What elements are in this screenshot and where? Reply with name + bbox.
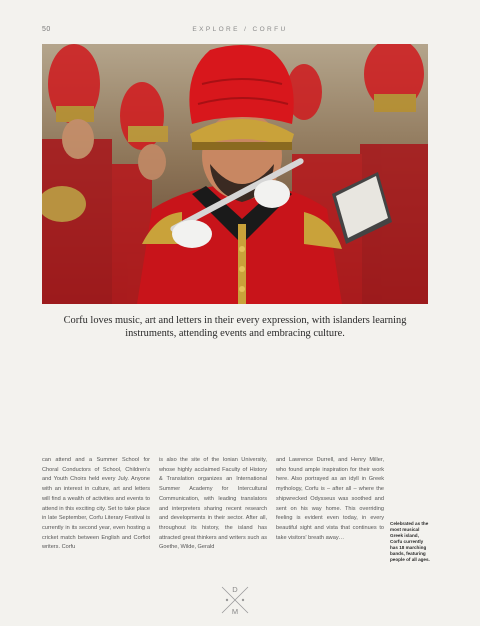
- compass-logo-icon: [218, 583, 252, 617]
- body-column-1: can attend and a Summer School for Choral Conductors of School, Children's and Youth Choirs held every July. Anyone with an interest in culture, art and letters will find a wealth of activities and events to attend in this exciting city. Set to take place in late September, Corfu Literary Festival is currently in its second year, even hosting a cricket match between English and Corfiot writers. Corfu: [42, 457, 150, 551]
- body-column-2: is also the site of the Ionian University, whose highly acclaimed Faculty of History & Translation organizes an International Summer Academy for Intercultural Communication, with leading translators and interpreters sharing recent research and developments in their sector. After all, throughout its history, the island has attracted great thinkers and writers such as Goethe, Wilde, Gerald: [159, 457, 267, 551]
- body-column-3: and Lawrence Durrell, and Henry Miller, who found ample inspiration for their work here. Also portrayed as an idyll in Greek mythology, Corfu is – after all – where the shipwrecked Odysseus was soothed and sent on his way home. This overriding feeling is evident even today, in every beautiful sight and vista that continues to take visitors' breath away…: [276, 457, 384, 541]
- logo-letter-bottom: M: [231, 607, 239, 616]
- sidebar-note: Celebrated as the most musical Greek island, Corfu currently has 18 marching bands, featuring people of all ages.: [390, 521, 430, 562]
- marching-band-photo: [42, 44, 428, 304]
- flute-player-illustration: [42, 44, 428, 304]
- running-head: EXPLORE / CORFU: [192, 26, 288, 33]
- logo-letter-top: D: [232, 585, 238, 594]
- photo-caption: Corfu loves music, art and letters in their every expression, with islanders learning instruments, attending events and embracing culture.: [63, 315, 407, 339]
- page-number: 50: [42, 26, 51, 33]
